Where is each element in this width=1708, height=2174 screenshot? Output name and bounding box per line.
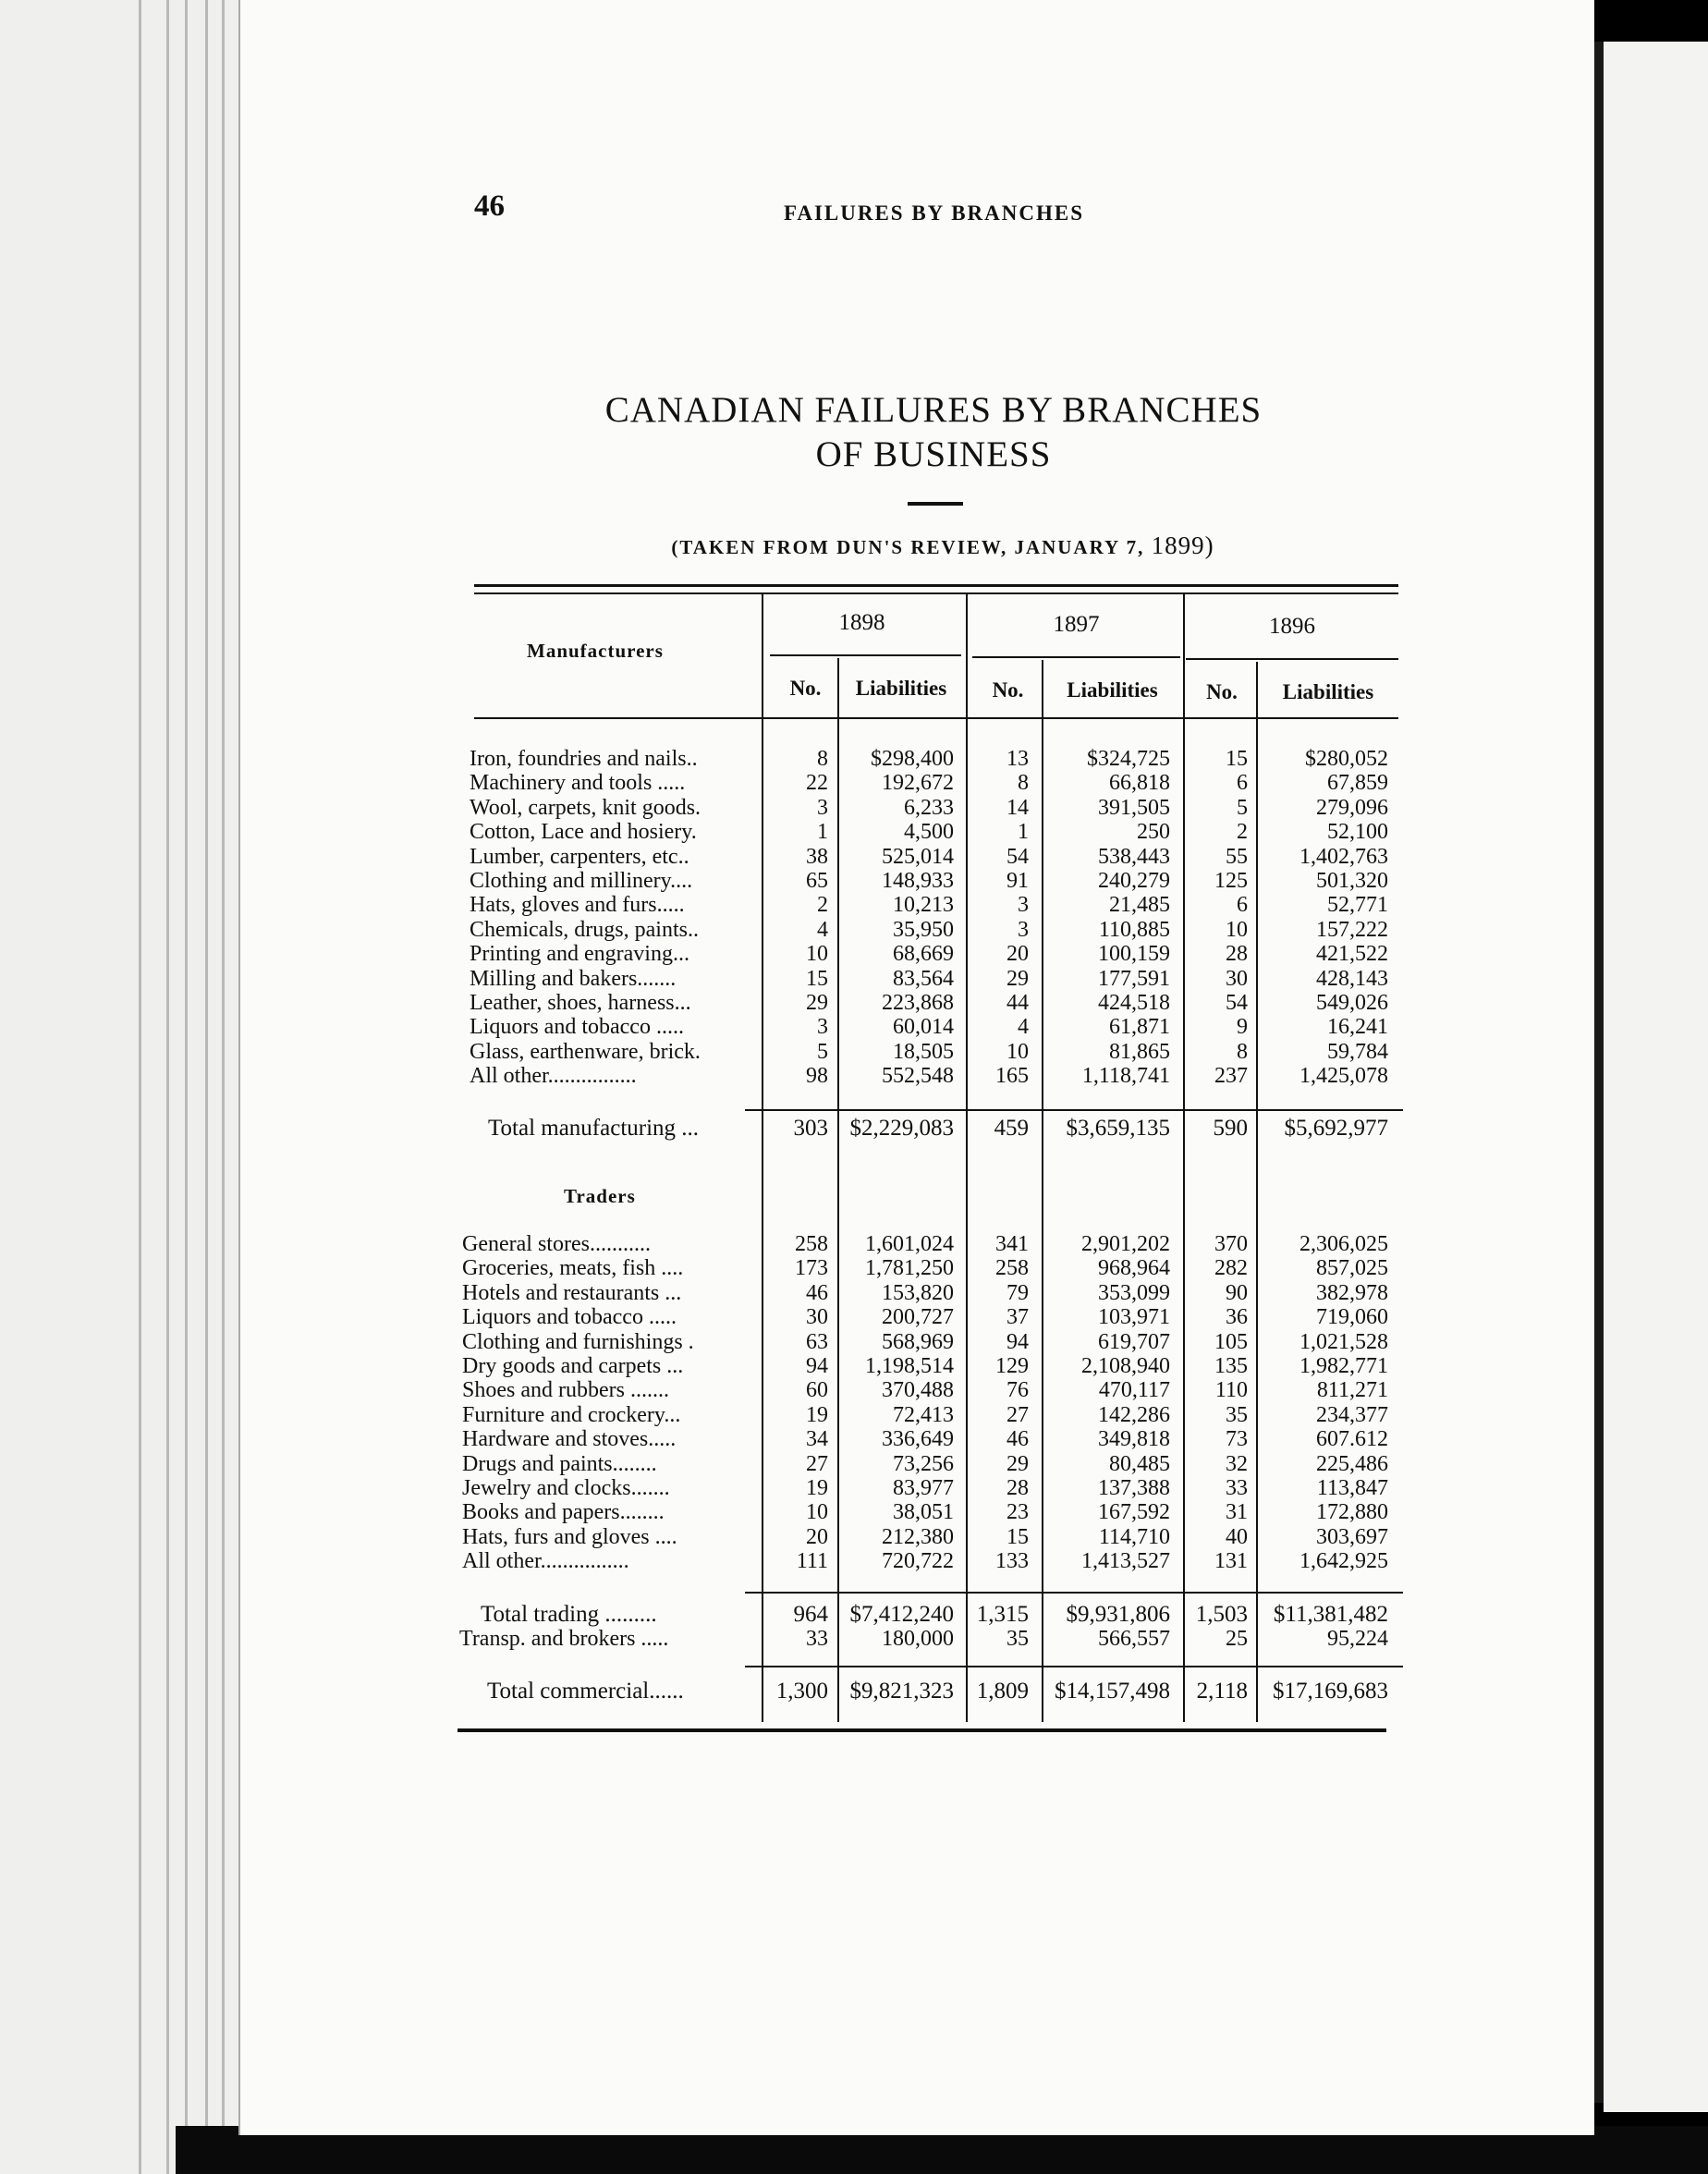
cell-number: 129	[995, 1354, 1029, 1378]
page-title	[518, 388, 1349, 477]
manufacturer-row	[0, 893, 1405, 918]
trader-row	[0, 1403, 1405, 1428]
manufacturer-row	[0, 747, 1405, 772]
cell-liabilities: 10,213	[893, 893, 954, 917]
col-liab-1897: Liabilities	[1067, 678, 1158, 702]
row-label: Liquors and tobacco .....	[470, 1015, 684, 1039]
cell-liabilities: $5,692,977	[1284, 1116, 1388, 1141]
cell-number: 4	[817, 918, 828, 942]
cell-liabilities: 240,279	[1098, 869, 1170, 893]
row-label: Furniture and crockery...	[462, 1403, 681, 1427]
cell-number: 10	[806, 942, 828, 966]
cell-number: 65	[806, 869, 828, 893]
cell-number: 15	[806, 967, 828, 991]
trader-row	[0, 1452, 1405, 1477]
cell-liabilities: 16,241	[1327, 1015, 1388, 1039]
cell-liabilities: 619,707	[1098, 1330, 1170, 1354]
cell-liabilities: 2,108,940	[1081, 1354, 1170, 1378]
cell-liabilities: 4,500	[904, 820, 954, 844]
cell-number: 133	[995, 1549, 1029, 1573]
cell-liabilities: 549,026	[1316, 991, 1388, 1015]
cell-liabilities: $14,157,498	[1055, 1679, 1170, 1704]
manufacturer-row	[0, 869, 1405, 894]
cell-liabilities: 857,025	[1316, 1256, 1388, 1280]
cell-liabilities: 72,413	[893, 1403, 954, 1427]
row-label: Milling and bakers.......	[470, 967, 677, 991]
row-label: Total trading .........	[481, 1602, 657, 1627]
facing-page-edge	[1604, 42, 1708, 2112]
row-label: Groceries, meats, fish ....	[462, 1256, 684, 1280]
cell-liabilities: 18,505	[893, 1040, 954, 1064]
cell-number: 8	[1237, 1040, 1248, 1064]
cell-liabilities: 1,425,078	[1299, 1064, 1388, 1088]
cell-liabilities: 303,697	[1316, 1525, 1388, 1549]
cell-number: 30	[1226, 967, 1248, 991]
cell-number: 22	[806, 771, 828, 795]
cell-liabilities: 1,601,024	[865, 1232, 954, 1256]
cell-number: 9	[1237, 1015, 1248, 1039]
row-label: Wool, carpets, knit goods.	[470, 796, 702, 820]
row-label: Hats, furs and gloves ....	[462, 1525, 677, 1549]
cell-number: 10	[806, 1500, 828, 1524]
trader-row	[0, 1232, 1405, 1257]
cell-liabilities: 153,820	[882, 1281, 954, 1305]
trader-row	[0, 1305, 1405, 1330]
cell-number: 459	[994, 1116, 1029, 1141]
col-no-1896: No.	[1206, 680, 1238, 703]
cell-liabilities: 1,781,250	[865, 1256, 954, 1280]
cell-liabilities: 428,143	[1316, 967, 1388, 991]
col-liab-1896: Liabilities	[1282, 680, 1374, 703]
cell-number: 27	[1006, 1403, 1029, 1427]
col-no-1897: No.	[992, 678, 1024, 702]
transp-brokers-row	[0, 1627, 1405, 1652]
cell-number: 28	[1006, 1476, 1029, 1500]
cell-number: 110	[1214, 1378, 1248, 1402]
row-label: Cotton, Lace and hosiery.	[470, 820, 697, 844]
cell-number: 29	[806, 991, 828, 1015]
cell-number: 54	[1226, 991, 1248, 1015]
row-label: Books and papers........	[462, 1500, 665, 1524]
cell-number: 94	[806, 1354, 828, 1378]
manufacturer-row	[0, 991, 1405, 1016]
cell-number: 1,809	[976, 1679, 1029, 1704]
cell-liabilities: 157,222	[1316, 918, 1388, 942]
cell-number: 8	[1018, 771, 1029, 795]
cell-number: 20	[806, 1525, 828, 1549]
cell-number: 3	[817, 1015, 828, 1039]
cell-liabilities: 180,000	[882, 1627, 954, 1651]
rule-above-total-commercial	[745, 1666, 1403, 1667]
header-bottom-rule	[474, 717, 1398, 719]
cell-liabilities: 370,488	[882, 1378, 954, 1402]
cell-liabilities: $9,821,323	[849, 1679, 954, 1704]
cell-liabilities: 21,485	[1109, 893, 1170, 917]
cell-liabilities: 225,486	[1316, 1452, 1388, 1476]
row-label: Drugs and paints........	[462, 1452, 657, 1476]
cell-liabilities: 81,865	[1109, 1040, 1170, 1064]
cell-liabilities: 501,320	[1316, 869, 1388, 893]
cell-number: 8	[817, 747, 828, 771]
cell-liabilities: 212,380	[882, 1525, 954, 1549]
cell-number: 3	[817, 796, 828, 820]
cell-number: 2,118	[1196, 1679, 1248, 1704]
total-manufacturing-row	[0, 1116, 1405, 1141]
cell-liabilities: 234,377	[1316, 1403, 1388, 1427]
cell-number: 135	[1214, 1354, 1248, 1378]
cell-liabilities: $11,381,482	[1273, 1602, 1388, 1627]
cell-number: 36	[1226, 1305, 1248, 1329]
cell-liabilities: 1,982,771	[1299, 1354, 1388, 1378]
cell-number: 76	[1006, 1378, 1029, 1402]
row-label: Glass, earthenware, brick.	[470, 1040, 701, 1064]
row-label: Jewelry and clocks.......	[462, 1476, 670, 1500]
cell-number: 44	[1006, 991, 1029, 1015]
row-label: All other................	[462, 1549, 629, 1573]
running-head: FAILURES BY BRANCHES	[784, 202, 1084, 225]
cell-liabilities: 552,548	[882, 1064, 954, 1088]
table-top-rule-1	[474, 584, 1398, 587]
total-trading-row	[0, 1602, 1405, 1627]
cell-number: 31	[1226, 1500, 1248, 1524]
cell-number: 165	[995, 1064, 1029, 1088]
cell-number: 13	[1006, 747, 1029, 771]
cell-liabilities: 279,096	[1316, 796, 1388, 820]
cell-number: 33	[806, 1627, 828, 1651]
trader-row	[0, 1476, 1405, 1501]
trader-row	[0, 1500, 1405, 1525]
row-label: Clothing and millinery....	[470, 869, 693, 893]
cell-liabilities: 1,198,514	[865, 1354, 954, 1378]
manufacturer-row	[0, 845, 1405, 870]
cell-number: 35	[1006, 1627, 1029, 1651]
cell-number: 28	[1226, 942, 1248, 966]
cell-liabilities: $17,169,683	[1273, 1679, 1388, 1704]
trader-row	[0, 1330, 1405, 1355]
rule-above-total-trading	[745, 1592, 1403, 1594]
cell-liabilities: 142,286	[1098, 1403, 1170, 1427]
traders-heading: Traders	[564, 1185, 636, 1207]
cell-liabilities: 1,402,763	[1299, 845, 1388, 869]
cell-liabilities: 568,969	[882, 1330, 954, 1354]
cell-number: 63	[806, 1330, 828, 1354]
manufacturer-row	[0, 918, 1405, 943]
cell-number: 37	[1006, 1305, 1029, 1329]
cell-liabilities: 223,868	[882, 991, 954, 1015]
cell-number: 131	[1214, 1549, 1248, 1573]
cell-number: 4	[1018, 1015, 1029, 1039]
cell-number: 303	[793, 1116, 828, 1141]
cell-liabilities: 811,271	[1316, 1378, 1388, 1402]
cell-number: 30	[806, 1305, 828, 1329]
cell-liabilities: 66,818	[1109, 771, 1170, 795]
row-label: Total commercial......	[487, 1679, 684, 1704]
cell-number: 33	[1226, 1476, 1248, 1500]
cell-liabilities: 250	[1137, 820, 1170, 844]
cell-liabilities: 1,021,528	[1299, 1330, 1388, 1354]
cell-number: 98	[806, 1064, 828, 1088]
cell-number: 370	[1214, 1232, 1248, 1256]
cell-number: 237	[1214, 1064, 1248, 1088]
cell-liabilities: 607.612	[1316, 1427, 1388, 1451]
cell-number: 29	[1006, 967, 1029, 991]
cell-liabilities: 538,443	[1098, 845, 1170, 869]
cell-liabilities: $298,400	[871, 747, 954, 771]
cell-liabilities: 1,413,527	[1081, 1549, 1170, 1573]
manufacturer-row	[0, 1064, 1405, 1089]
cell-number: 5	[1237, 796, 1248, 820]
row-label: Transp. and brokers .....	[459, 1627, 669, 1651]
cell-number: 282	[1214, 1256, 1248, 1280]
cell-number: 105	[1214, 1330, 1248, 1354]
cell-liabilities: 35,950	[893, 918, 954, 942]
row-label: Iron, foundries and nails..	[470, 747, 698, 771]
trader-row	[0, 1354, 1405, 1379]
cell-liabilities: 95,224	[1327, 1627, 1388, 1651]
cell-liabilities: 566,557	[1098, 1627, 1170, 1651]
cell-number: 15	[1006, 1525, 1029, 1549]
cell-liabilities: 424,518	[1098, 991, 1170, 1015]
cell-liabilities: 38,051	[893, 1500, 954, 1524]
cell-number: 19	[806, 1403, 828, 1427]
trader-row	[0, 1281, 1405, 1306]
cell-liabilities: 137,388	[1098, 1476, 1170, 1500]
trader-row	[0, 1427, 1405, 1452]
cell-liabilities: 113,847	[1316, 1476, 1388, 1500]
cell-liabilities: 336,649	[882, 1427, 954, 1451]
cell-liabilities: 83,977	[893, 1476, 954, 1500]
cell-liabilities: $9,931,806	[1066, 1602, 1170, 1627]
cell-number: 79	[1006, 1281, 1029, 1305]
cell-liabilities: 968,964	[1098, 1256, 1170, 1280]
subtitle-text: (TAKEN FROM DUN'S REVIEW, JANUARY 7,	[671, 536, 1145, 558]
cell-number: 2	[1237, 820, 1248, 844]
cell-liabilities: 100,159	[1098, 942, 1170, 966]
cell-number: 2	[817, 893, 828, 917]
cell-number: 40	[1226, 1525, 1248, 1549]
cell-number: 38	[806, 845, 828, 869]
cell-number: 111	[796, 1549, 828, 1573]
row-label: Printing and engraving...	[470, 942, 689, 966]
year-header-1896: 1896	[1269, 614, 1315, 639]
cell-liabilities: 148,933	[882, 869, 954, 893]
row-label: Dry goods and carpets ...	[462, 1354, 684, 1378]
cell-liabilities: 177,591	[1098, 967, 1170, 991]
cell-number: 590	[1213, 1116, 1248, 1141]
row-label: General stores...........	[462, 1232, 651, 1256]
cell-number: 94	[1006, 1330, 1029, 1354]
year-header-1898: 1898	[838, 610, 885, 635]
cell-liabilities: 67,859	[1327, 771, 1388, 795]
trader-row	[0, 1256, 1405, 1281]
cell-number: 1,503	[1195, 1602, 1248, 1627]
cell-liabilities: 6,233	[904, 796, 954, 820]
cell-liabilities: 60,014	[893, 1015, 954, 1039]
row-label: Total manufacturing ...	[488, 1116, 700, 1141]
manufacturer-row	[0, 1040, 1405, 1065]
manufacturers-heading: Manufacturers	[527, 640, 664, 662]
cell-liabilities: 103,971	[1098, 1305, 1170, 1329]
cell-number: 23	[1006, 1500, 1029, 1524]
cell-liabilities: 720,722	[882, 1549, 954, 1573]
cell-liabilities: 525,014	[882, 845, 954, 869]
cell-number: 73	[1226, 1427, 1248, 1451]
manufacturer-row	[0, 796, 1405, 821]
cell-liabilities: 172,880	[1316, 1500, 1388, 1524]
cell-number: 258	[995, 1256, 1029, 1280]
cell-liabilities: 52,771	[1327, 893, 1388, 917]
cell-liabilities: 192,672	[882, 771, 954, 795]
row-label: Hardware and stoves.....	[462, 1427, 677, 1451]
rule-above-total-manufacturing	[745, 1109, 1403, 1111]
cell-liabilities: 391,505	[1098, 796, 1170, 820]
year-rule-1896	[1186, 658, 1398, 660]
cell-liabilities: 2,901,202	[1081, 1232, 1170, 1256]
cell-liabilities: 73,256	[893, 1452, 954, 1476]
cell-liabilities: 382,978	[1316, 1281, 1388, 1305]
cell-number: 25	[1226, 1627, 1248, 1651]
subtitle-year: 1899)	[1151, 531, 1214, 559]
cell-number: 3	[1018, 918, 1029, 942]
subtitle	[555, 531, 1331, 560]
cell-number: 1,315	[976, 1602, 1029, 1627]
cell-number: 3	[1018, 893, 1029, 917]
cell-number: 1	[817, 820, 828, 844]
cell-liabilities: 114,710	[1098, 1525, 1170, 1549]
cell-number: 15	[1226, 747, 1248, 771]
row-label: Leather, shoes, harness...	[470, 991, 691, 1015]
cell-liabilities: 80,485	[1109, 1452, 1170, 1476]
cell-liabilities: 110,885	[1098, 918, 1170, 942]
cell-liabilities: $7,412,240	[849, 1602, 954, 1627]
cell-number: 34	[806, 1427, 828, 1451]
cell-number: 258	[795, 1232, 828, 1256]
cell-number: 35	[1226, 1403, 1248, 1427]
cell-number: 19	[806, 1476, 828, 1500]
cell-liabilities: 2,306,025	[1299, 1232, 1388, 1256]
cell-liabilities: 719,060	[1316, 1305, 1388, 1329]
row-label: All other................	[470, 1064, 637, 1088]
row-label: Hats, gloves and furs.....	[470, 893, 685, 917]
manufacturer-row	[0, 771, 1405, 796]
row-label: Machinery and tools .....	[470, 771, 686, 795]
cell-liabilities: 68,669	[893, 942, 954, 966]
cell-liabilities: 59,784	[1327, 1040, 1388, 1064]
row-label: Liquors and tobacco .....	[462, 1305, 677, 1329]
total-commercial-row	[0, 1679, 1405, 1704]
cell-number: 10	[1226, 918, 1248, 942]
cell-number: 125	[1214, 869, 1248, 893]
cell-number: 6	[1237, 893, 1248, 917]
cell-liabilities: 1,118,741	[1081, 1064, 1170, 1088]
year-header-1897: 1897	[1053, 612, 1100, 637]
cell-number: 1	[1018, 820, 1029, 844]
table-top-rule-2	[474, 592, 1398, 594]
row-label: Clothing and furnishings .	[462, 1330, 694, 1354]
page-number: 46	[474, 189, 505, 223]
cell-liabilities: 200,727	[882, 1305, 954, 1329]
cell-number: 32	[1226, 1452, 1248, 1476]
cell-liabilities: $3,659,135	[1066, 1116, 1170, 1141]
title-rule	[908, 502, 963, 506]
trader-row	[0, 1378, 1405, 1403]
cell-number: 20	[1006, 942, 1029, 966]
trader-row	[0, 1525, 1405, 1550]
cell-liabilities: $324,725	[1087, 747, 1170, 771]
cell-number: 173	[795, 1256, 828, 1280]
cell-liabilities: 167,592	[1098, 1500, 1170, 1524]
cell-liabilities: 1,642,925	[1299, 1549, 1388, 1573]
cell-number: 55	[1226, 845, 1248, 869]
cell-number: 60	[806, 1378, 828, 1402]
cell-liabilities: 61,871	[1109, 1015, 1170, 1039]
cell-number: 90	[1226, 1281, 1248, 1305]
cell-liabilities: 470,117	[1098, 1378, 1170, 1402]
cell-number: 964	[793, 1602, 828, 1627]
manufacturer-row	[0, 1015, 1405, 1040]
cell-liabilities: $2,229,083	[849, 1116, 954, 1141]
table-bottom-rule	[458, 1728, 1386, 1732]
row-label: Lumber, carpenters, etc..	[470, 845, 689, 869]
trader-row	[0, 1549, 1405, 1574]
cell-number: 6	[1237, 771, 1248, 795]
cell-number: 10	[1006, 1040, 1029, 1064]
cell-number: 5	[817, 1040, 828, 1064]
manufacturer-row	[0, 942, 1405, 967]
cell-number: 27	[806, 1452, 828, 1476]
cell-liabilities: $280,052	[1305, 747, 1388, 771]
year-rule-1898	[770, 654, 961, 656]
cell-number: 91	[1006, 869, 1029, 893]
cell-liabilities: 421,522	[1316, 942, 1388, 966]
cell-liabilities: 52,100	[1327, 820, 1388, 844]
cell-number: 46	[806, 1281, 828, 1305]
cell-number: 46	[1006, 1427, 1029, 1451]
cell-number: 54	[1006, 845, 1029, 869]
col-liab-1898: Liabilities	[855, 677, 947, 700]
manufacturer-row	[0, 820, 1405, 845]
year-rule-1897	[972, 656, 1180, 658]
title-line-2: OF BUSINESS	[815, 434, 1052, 474]
cell-number: 341	[995, 1232, 1029, 1256]
cell-number: 29	[1006, 1452, 1029, 1476]
cell-liabilities: 83,564	[893, 967, 954, 991]
cell-liabilities: 349,818	[1098, 1427, 1170, 1451]
row-label: Shoes and rubbers .......	[462, 1378, 669, 1402]
manufacturer-row	[0, 967, 1405, 992]
cell-number: 1,300	[775, 1679, 828, 1704]
row-label: Hotels and restaurants ...	[462, 1281, 682, 1305]
row-label: Chemicals, drugs, paints..	[470, 918, 699, 942]
cell-liabilities: 353,099	[1098, 1281, 1170, 1305]
title-line-1: CANADIAN FAILURES BY BRANCHES	[604, 390, 1263, 430]
cell-number: 14	[1006, 796, 1029, 820]
col-no-1898: No.	[789, 677, 822, 700]
